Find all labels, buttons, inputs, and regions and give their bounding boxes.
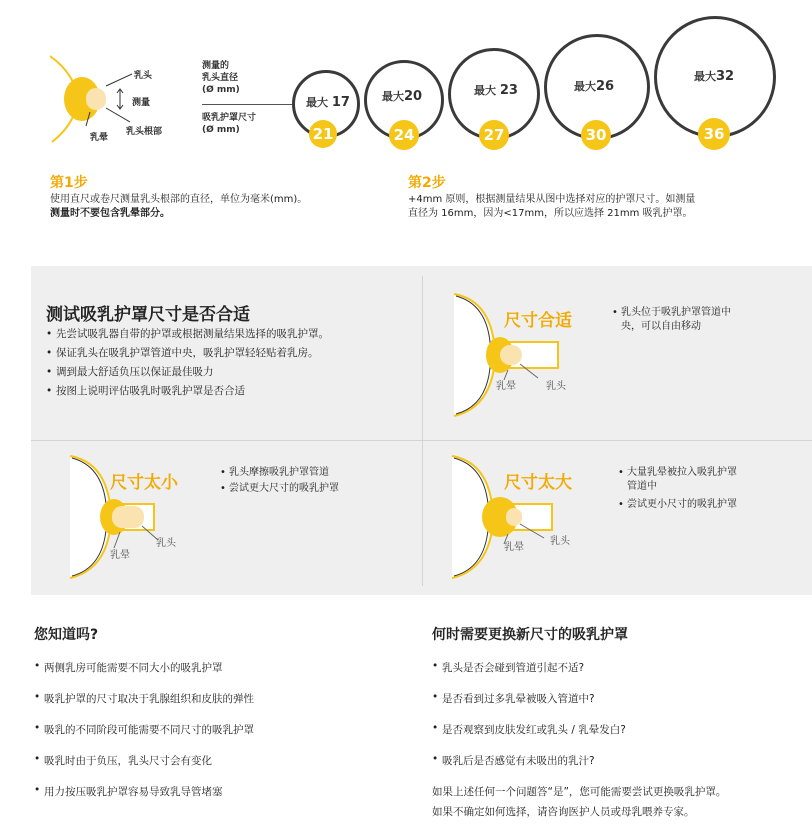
too-small-nipple-label: 乳头 — [156, 538, 176, 549]
when-to-change-list — [432, 660, 626, 784]
label-areola: 乳晕 — [90, 133, 109, 143]
list-item: • 先尝试吸乳器自带的护罩或根据测量结果选择的吸乳护罩。 — [46, 325, 329, 344]
label-measure: 测量 — [132, 98, 151, 108]
step2-title: 第2步 — [408, 175, 446, 191]
divider-line — [202, 104, 298, 105]
list-item: • 吸乳护罩的尺寸取决于乳腺组织和皮肤的弹性 — [34, 691, 254, 722]
list-item: • 两侧乳房可能需要不同大小的吸乳护罩 — [34, 660, 254, 691]
list-item: • 吸乳后是否感觉有未吸出的乳汁? — [432, 753, 626, 784]
did-you-know-title: 您知道吗? — [34, 627, 99, 643]
too-small-areola-label: 乳晕 — [110, 550, 130, 561]
test-title: 测试吸乳护罩尺寸是否合适 — [46, 305, 250, 325]
label-shield-size: 吸乳护罩尺寸 (Ø mm) — [202, 113, 257, 135]
step1-title: 第1步 — [50, 175, 88, 191]
step2-text: +4mm 原则，根据测量结果从图中选择对应的护罩尺寸。如测量 直径为 16mm，因为<17mm，所以应选择 21mm 吸乳护罩。 — [408, 194, 696, 219]
shield-badge-21: 21 — [309, 120, 337, 148]
fit-right-title: 尺寸合适 — [504, 311, 572, 331]
max-label-20: 最大20 — [382, 89, 423, 104]
when-to-change-footer: 如果上述任何一个问题答“是”，您可能需要尝试更换吸乳护罩。 如果不确定如何选择，请咨询医护人员或母乳喂养专家。 — [432, 786, 727, 818]
max-label-32: 最大32 — [694, 69, 735, 84]
shield-badge-30: 30 — [581, 120, 611, 150]
test-list — [46, 325, 329, 401]
max-label-17: 最大 17 — [306, 95, 350, 110]
when-to-change-title: 何时需要更换新尺寸的吸乳护罩 — [432, 627, 628, 643]
list-item: • 保证乳头在吸乳护罩管道中央，吸乳护罩轻轻贴着乳房。 — [46, 344, 329, 363]
fit-right-notes: • 乳头位于吸乳护罩管道中 央，可以自由移动 — [612, 306, 731, 334]
label-nipple: 乳头 — [134, 71, 153, 81]
did-you-know-list — [34, 660, 254, 815]
panel-divider-h — [31, 440, 812, 441]
too-large-areola-label: 乳晕 — [504, 542, 524, 553]
list-item: • 是否看到过多乳晕被吸入管道中? — [432, 691, 626, 722]
too-large-nipple-label: 乳头 — [550, 536, 570, 547]
list-item: • 用力按压吸乳护罩容易导致乳导管堵塞 — [34, 784, 254, 815]
step1-text: 使用直尺或卷尺测量乳头根部的直径，单位为毫米(mm)。 测量时不要包含乳晕部分。 — [50, 194, 308, 219]
too-small-title: 尺寸太小 — [110, 473, 178, 493]
list-item: • 吸乳的不同阶段可能需要不同尺寸的吸乳护罩 — [34, 722, 254, 753]
max-label-26: 最大26 — [574, 79, 615, 94]
list-item: • 按图上说明评估吸乳时吸乳护罩是否合适 — [46, 382, 329, 401]
list-item: • 吸乳时由于负压，乳头尺寸会有变化 — [34, 753, 254, 784]
shield-badge-24: 24 — [389, 120, 419, 150]
shield-badge-36: 36 — [698, 118, 730, 150]
panel-divider-v — [422, 276, 423, 586]
fit-right-nipple-label: 乳头 — [546, 381, 566, 392]
max-label-23: 最大 23 — [474, 83, 518, 98]
too-large-notes: • 大量乳晕被拉入吸乳护罩 管道中 • 尝试更小尺寸的吸乳护罩 — [618, 466, 737, 512]
label-diameter: 测量的 乳头直径 (Ø mm) — [202, 61, 240, 95]
label-nipple-base: 乳头根部 — [126, 127, 163, 137]
list-item: • 是否观察到皮肤发红或乳头 / 乳晕发白? — [432, 722, 626, 753]
too-small-notes: • 乳头摩擦吸乳护罩管道 • 尝试更大尺寸的吸乳护罩 — [220, 466, 339, 496]
too-large-title: 尺寸太大 — [504, 473, 572, 493]
shield-badge-27: 27 — [479, 120, 509, 150]
fit-right-areola-label: 乳晕 — [496, 381, 516, 392]
list-item: • 乳头是否会碰到管道引起不适? — [432, 660, 626, 691]
list-item: • 调到最大舒适负压以保证最佳吸力 — [46, 363, 329, 382]
